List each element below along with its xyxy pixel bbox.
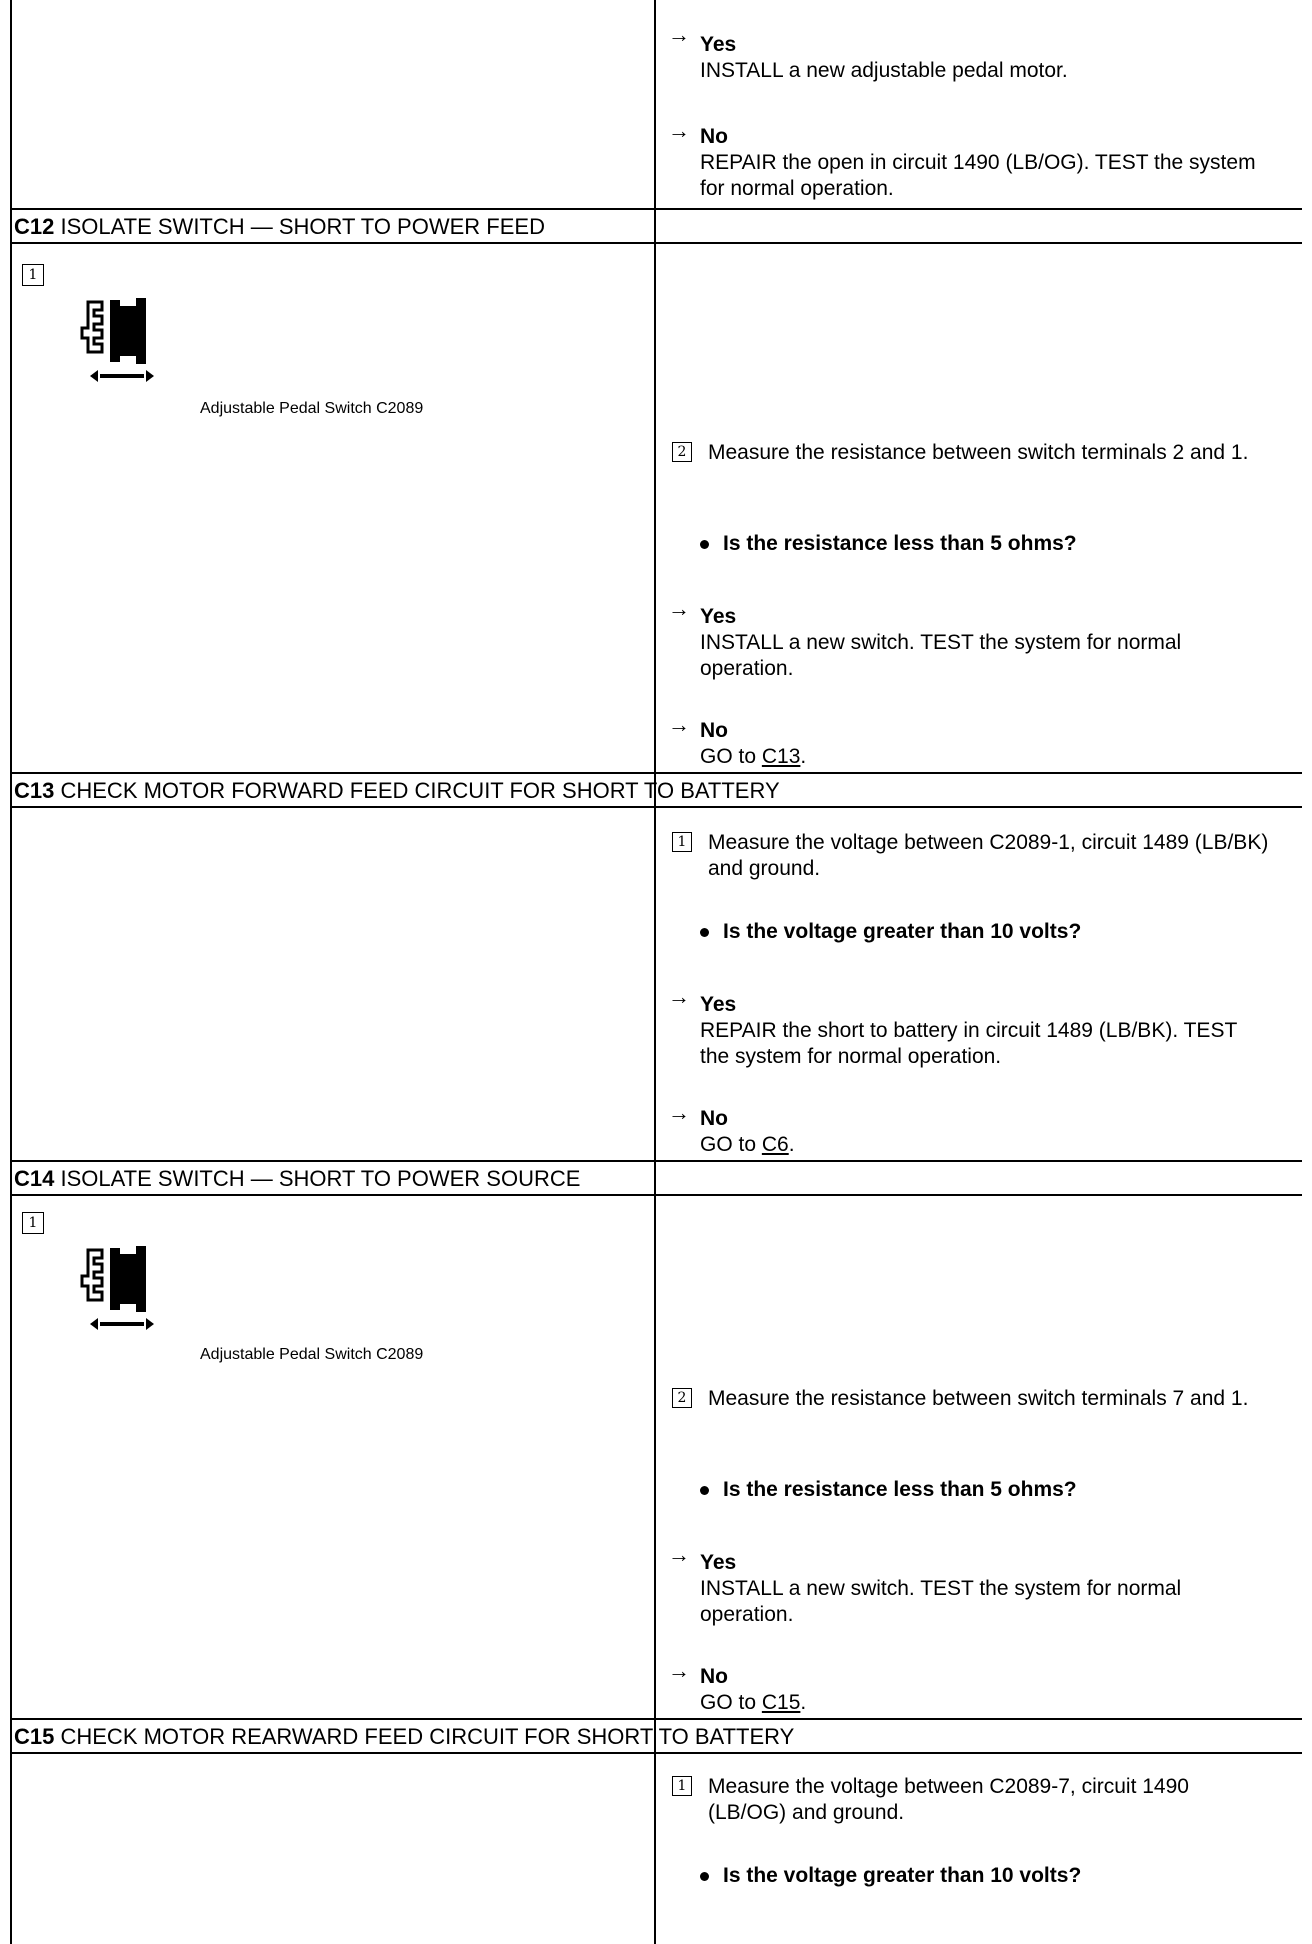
c12-code: C12 — [14, 214, 55, 239]
arrow-icon: → — [668, 1100, 690, 1125]
yes-text: INSTALL a new adjustable pedal motor. — [700, 59, 1068, 82]
no-label: No — [700, 1107, 728, 1130]
c14-no-block — [700, 1664, 1300, 1716]
top-no-block — [700, 124, 1260, 202]
yes-label: Yes — [700, 605, 737, 628]
arrow-icon: → — [668, 118, 690, 143]
bullet-icon — [700, 1486, 709, 1495]
arrow-icon: → — [668, 596, 690, 621]
c12-title: ISOLATE SWITCH — SHORT TO POWER FEED — [60, 214, 545, 239]
goto-suffix: . — [800, 745, 807, 768]
c12-bottom-rule — [10, 242, 1302, 244]
c12-question — [700, 532, 1077, 556]
goto-suffix: . — [788, 1133, 795, 1156]
c14-top-rule — [10, 1160, 1302, 1162]
connector-icon — [60, 1240, 180, 1336]
c13-top-rule — [10, 772, 1302, 774]
arrow-icon: → — [668, 22, 690, 47]
c14-bottom-rule — [10, 1194, 1302, 1196]
bullet-icon — [700, 540, 709, 549]
c15-bottom-rule — [10, 1752, 1302, 1754]
bullet-icon — [700, 1872, 709, 1881]
c12-question-text: Is the resistance less than 5 ohms? — [723, 532, 1077, 555]
c12-no-block — [700, 718, 1300, 770]
no-text: REPAIR the open in circuit 1490 (LB/OG). TEST the system for normal operation. — [700, 151, 1256, 200]
c12-header — [14, 214, 545, 240]
goto-c13-link[interactable]: C13 — [761, 745, 801, 768]
goto-c6-link[interactable]: C6 — [761, 1133, 789, 1156]
c14-question-text: Is the resistance less than 5 ohms? — [723, 1478, 1077, 1501]
column-divider-top — [654, 0, 656, 1944]
c13-step1 — [672, 830, 1272, 882]
c14-yes-block — [700, 1550, 1260, 1628]
arrow-icon: → — [668, 1658, 690, 1683]
c12-step2-box: 2 — [672, 442, 692, 462]
c14-step1-box: 1 — [22, 1212, 44, 1234]
yes-label: Yes — [700, 1551, 737, 1574]
top-yes-block — [700, 32, 1300, 84]
c13-code: C13 — [14, 778, 55, 803]
goto-suffix: . — [800, 1691, 807, 1714]
connector-icon — [60, 292, 180, 388]
c13-bottom-rule — [10, 806, 1302, 808]
c15-top-rule — [10, 1718, 1302, 1720]
c14-question — [700, 1478, 1077, 1502]
left-border — [10, 0, 12, 1944]
c13-step1-text: Measure the voltage between C2089-1, circuit 1489 (LB/BK) and ground. — [708, 831, 1269, 880]
yes-label: Yes — [700, 33, 737, 56]
c15-question-text: Is the voltage greater than 10 volts? — [723, 1864, 1082, 1887]
yes-text: INSTALL a new switch. TEST the system for normal operation. — [700, 631, 1182, 680]
c13-title: CHECK MOTOR FORWARD FEED CIRCUIT FOR SHORT TO BATTERY — [60, 778, 780, 803]
c15-step1 — [672, 1774, 1272, 1826]
arrow-icon: → — [668, 1542, 690, 1567]
c14-header — [14, 1166, 580, 1192]
c12-step2-text: Measure the resistance between switch terminals 2 and 1. — [708, 441, 1249, 464]
c15-title: CHECK MOTOR REARWARD FEED CIRCUIT FOR SHORT TO BATTERY — [60, 1724, 795, 1749]
c15-step1-box: 1 — [672, 1776, 692, 1796]
yes-text: REPAIR the short to battery in circuit 1489 (LB/BK). TEST the system for normal operation. — [700, 1019, 1237, 1068]
c14-step2-box: 2 — [672, 1388, 692, 1408]
c14-code: C14 — [14, 1166, 55, 1191]
c12-step2 — [672, 440, 1272, 466]
arrow-icon: → — [668, 712, 690, 737]
c14-caption: Adjustable Pedal Switch C2089 — [200, 1346, 424, 1363]
goto-c15-link[interactable]: C15 — [761, 1691, 801, 1714]
bullet-icon — [700, 928, 709, 937]
c12-top-rule — [10, 208, 1302, 210]
c15-code: C15 — [14, 1724, 55, 1749]
c14-step2 — [672, 1386, 1272, 1412]
c13-question — [700, 920, 1081, 944]
no-label: No — [700, 1665, 728, 1688]
goto-prefix: GO to — [700, 1133, 762, 1156]
c14-step2-text: Measure the resistance between switch terminals 7 and 1. — [708, 1387, 1249, 1410]
c12-step1-box: 1 — [22, 264, 44, 286]
goto-prefix: GO to — [700, 745, 762, 768]
c13-question-text: Is the voltage greater than 10 volts? — [723, 920, 1082, 943]
yes-label: Yes — [700, 993, 737, 1016]
c14-title: ISOLATE SWITCH — SHORT TO POWER SOURCE — [60, 1166, 581, 1191]
c12-yes-block — [700, 604, 1260, 682]
yes-text: INSTALL a new switch. TEST the system for normal operation. — [700, 1577, 1182, 1626]
goto-prefix: GO to — [700, 1691, 762, 1714]
c13-no-block — [700, 1106, 1300, 1158]
c13-step1-box: 1 — [672, 832, 692, 852]
c15-question — [700, 1864, 1081, 1888]
c13-header — [14, 778, 780, 804]
no-label: No — [700, 719, 728, 742]
c15-step1-text: Measure the voltage between C2089-7, circuit 1490 (LB/OG) and ground. — [708, 1775, 1189, 1824]
c13-yes-block — [700, 992, 1260, 1070]
c12-caption: Adjustable Pedal Switch C2089 — [200, 400, 424, 417]
arrow-icon: → — [668, 984, 690, 1009]
c15-header — [14, 1724, 794, 1750]
no-label: No — [700, 125, 728, 148]
